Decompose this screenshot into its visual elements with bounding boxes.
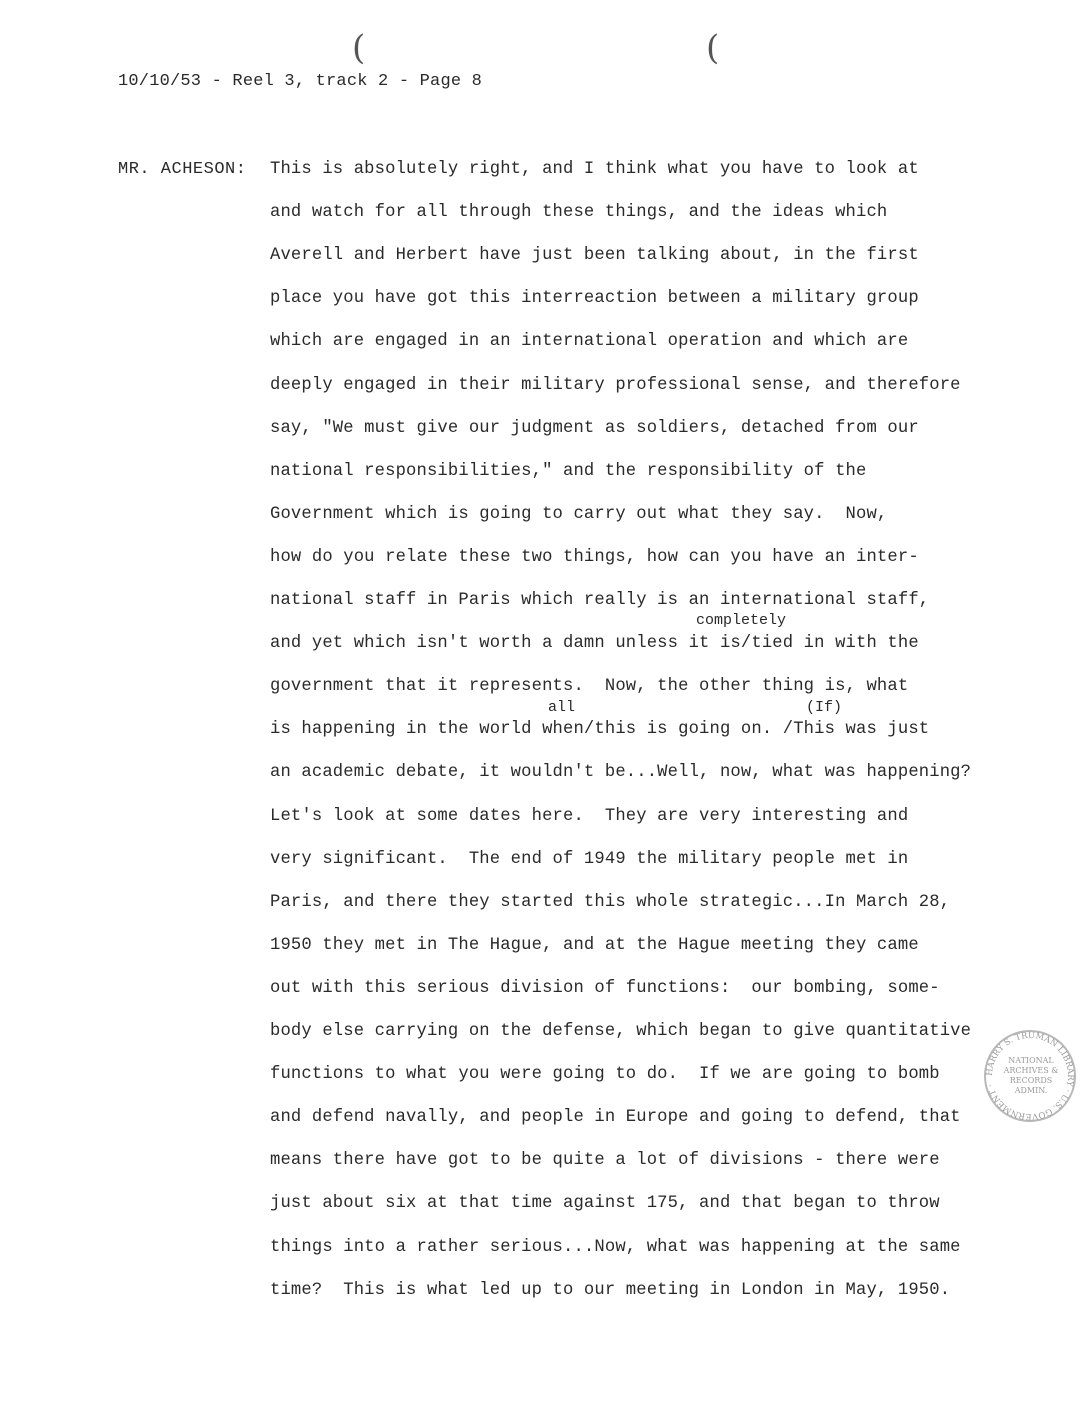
transcript-line: This is absolutely right, and I think what you have to look at bbox=[270, 160, 919, 179]
interlinear-insert-all: all bbox=[548, 699, 576, 716]
interlinear-insert-if: (If) bbox=[806, 699, 843, 716]
transcript-line: time? This is what led up to our meeting in London in May, 1950. bbox=[270, 1280, 951, 1300]
transcript-line: Averell and Herbert have just been talking about, in the first bbox=[270, 246, 919, 266]
margin-mark-left: ( bbox=[352, 28, 366, 68]
transcript-line: Government which is going to carry out what they say. Now, bbox=[270, 504, 888, 524]
transcript-line: is happening in the world when/this is going on. /This was just bbox=[270, 720, 930, 740]
transcript-line: out with this serious division of functions: our bombing, some- bbox=[270, 978, 940, 998]
transcript-line: place you have got this interreaction between a military group bbox=[270, 289, 919, 309]
speaker-label: MR. ACHESON: bbox=[118, 160, 247, 179]
transcript-line: body else carrying on the defense, which began to give quantitative bbox=[270, 1022, 972, 1041]
transcript-line: Paris, and there they started this whole strategic...In March 28, bbox=[270, 892, 951, 912]
transcript-line: just about six at that time against 175, and that began to throw bbox=[270, 1194, 940, 1214]
page-header: 10/10/53 - Reel 3, track 2 - Page 8 bbox=[118, 72, 483, 91]
transcript-line: Let's look at some dates here. They are very interesting and bbox=[270, 806, 909, 826]
transcript-line: government that it represents. Now, the other thing is, what bbox=[270, 677, 909, 697]
transcript-line: very significant. The end of 1949 the military people met in bbox=[270, 849, 909, 869]
transcript-line: functions to what you were going to do. If we are going to bomb bbox=[270, 1065, 940, 1085]
transcript-line: means there have got to be quite a lot of divisions - there were bbox=[270, 1151, 940, 1171]
transcript-line: and defend navally, and people in Europe and going to defend, that bbox=[270, 1108, 961, 1128]
transcript-line: say, "We must give our judgment as soldiers, detached from our bbox=[270, 418, 919, 438]
transcript-line: and watch for all through these things, and the ideas which bbox=[270, 203, 888, 223]
transcript-line: things into a rather serious...Now, what was happening at the same bbox=[270, 1237, 961, 1257]
margin-mark-right: ( bbox=[706, 28, 720, 68]
transcript-line: which are engaged in an international operation and which are bbox=[270, 332, 909, 352]
transcript-line: 1950 they met in The Hague, and at the Hague meeting they came bbox=[270, 935, 919, 955]
transcript-line: how do you relate these two things, how can you have an inter- bbox=[270, 547, 919, 567]
stamp-center-text: NATIONAL ARCHIVES & RECORDS ADMIN. bbox=[1003, 1056, 1059, 1095]
transcript-line: deeply engaged in their military professional sense, and therefore bbox=[270, 375, 961, 395]
transcript-line: national staff in Paris which really is an international staff, bbox=[270, 591, 930, 610]
archive-stamp bbox=[984, 1030, 1076, 1122]
transcript-line: national responsibilities," and the responsibility of the bbox=[270, 461, 867, 481]
interlinear-insert-completely: completely bbox=[696, 612, 787, 629]
stamp-ring-text: HARRY S. TRUMAN LIBRARY · U.S. GOVERNMENT · bbox=[984, 1030, 1076, 1122]
transcript-line: and yet which isn't worth a damn unless it is/tied in with the bbox=[270, 634, 919, 654]
transcript-line: an academic debate, it wouldn't be...Well, now, what was happening? bbox=[270, 763, 972, 783]
